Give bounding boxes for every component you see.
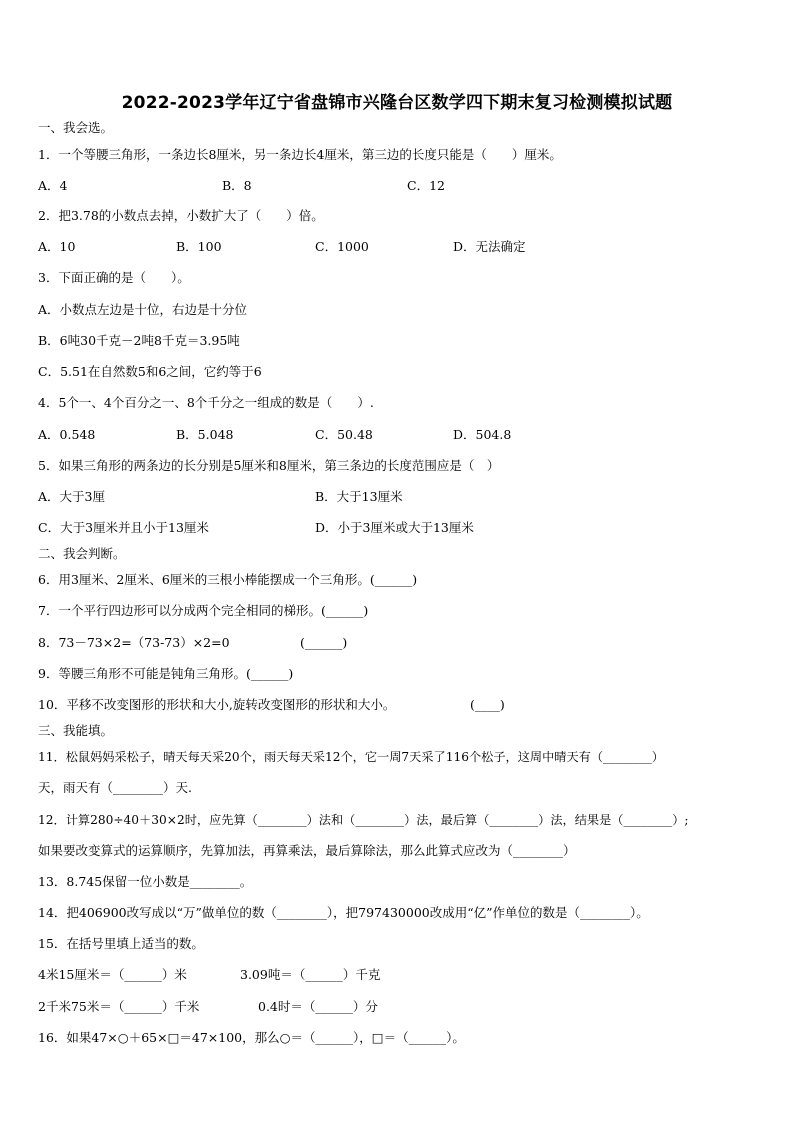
question-9: 9．等腰三角形不可能是钝角三角形。(______) (38, 666, 294, 681)
section-heading-choice: 一、我会选。 (38, 120, 114, 135)
question-15-item-1: 4米15厘米＝（______）米 (38, 967, 187, 982)
question-11-line-1: 11．松鼠妈妈采松子，晴天每天采20个，雨天每天采12个，它一周7天采了116个松子，这周中晴天有（________） (38, 750, 664, 764)
question-5-option-b: B．大于13厘米 (315, 489, 403, 504)
question-3-option-b: B．6吨30千克－2吨8千克＝3.95吨 (38, 333, 240, 348)
question-2-option-c: C．1000 (315, 239, 369, 254)
question-4-option-a: A．0.548 (38, 427, 96, 442)
question-13: 13．8.745保留一位小数是________。 (38, 874, 253, 889)
question-2-option-a: A．10 (38, 239, 76, 254)
section-heading-judge: 二、我会判断。 (38, 546, 126, 561)
question-1-stem: 1．一个等腰三角形，一条边长8厘米，另一条边长4厘米，第三边的长度只能是（ ）厘米。 (38, 147, 562, 162)
question-12-line-2: 如果要改变算式的运算顺序，先算加法，再算乘法，最后算除法，那么此算式应改为（________） (38, 843, 576, 858)
question-10-blank: (____) (470, 697, 505, 712)
question-3-stem: 3．下面正确的是（ ）。 (38, 270, 190, 285)
question-5-stem: 5．如果三角形的两条边的长分别是5厘米和8厘米，第三条边的长度范围应是（ ） (38, 458, 500, 473)
question-2-stem: 2．把3.78的小数点去掉，小数扩大了（ ）倍。 (38, 208, 324, 223)
question-14: 14．把406900改写成以“万”做单位的数（________），把797430000改成用“亿”作单位的数是（________）。 (38, 905, 649, 920)
question-16: 16．如果47×○＋65×□＝47×100，那么○＝（______），□＝（______）。 (38, 1030, 465, 1045)
question-12-line-1: 12．计算280÷40＋30×2时，应先算（________）法和（________）法，最后算（________）法，结果是（________）; (38, 813, 689, 827)
page-title: 2022-2023学年辽宁省盘锦市兴隆台区数学四下期末复习检测模拟试题 (121, 93, 673, 113)
question-3-option-a: A．小数点左边是十位，右边是十分位 (38, 302, 248, 317)
question-1-option-b: B．8 (222, 178, 252, 193)
question-7: 7．一个平行四边形可以分成两个完全相同的梯形。(______) (38, 603, 369, 618)
question-8-blank: (______) (300, 635, 348, 650)
question-15-item-3: 2千米75米＝（______）千米 (38, 999, 200, 1014)
question-1-option-a: A．4 (38, 178, 68, 193)
question-4-option-b: B．5.048 (176, 427, 234, 442)
question-4-option-c: C．50.48 (315, 427, 373, 442)
question-4-option-d: D．504.8 (453, 427, 512, 442)
question-15-item-2: 3.09吨＝（______）千克 (240, 967, 381, 982)
question-5-option-c: C．大于3厘米并且小于13厘米 (38, 520, 209, 535)
section-heading-fill: 三、我能填。 (38, 723, 114, 738)
question-11-line-2: 天，雨天有（________）天. (38, 780, 192, 795)
question-5-option-a: A．大于3厘 (38, 489, 105, 504)
question-6: 6．用3厘米、2厘米、6厘米的三根小棒能摆成一个三角形。(______) (38, 572, 418, 587)
question-2-option-d: D．无法确定 (453, 239, 526, 254)
question-1-option-c: C．12 (407, 178, 445, 193)
question-3-option-c: C．5.51在自然数5和6之间，它约等于6 (38, 364, 262, 379)
question-8-expression: 8．73－73×2=（73-73）×2=0 (38, 635, 230, 650)
question-15-item-4: 0.4时＝（______）分 (258, 999, 378, 1014)
question-2-option-b: B．100 (176, 239, 222, 254)
question-5-option-d: D．小于3厘米或大于13厘米 (315, 520, 474, 535)
question-4-stem: 4．5个一、4个百分之一、8个千分之一组成的数是（ ）. (38, 395, 374, 410)
question-10-stem: 10．平移不改变图形的形状和大小,旋转改变图形的形状和大小。 (38, 697, 396, 712)
question-15-stem: 15．在括号里填上适当的数。 (38, 936, 204, 951)
